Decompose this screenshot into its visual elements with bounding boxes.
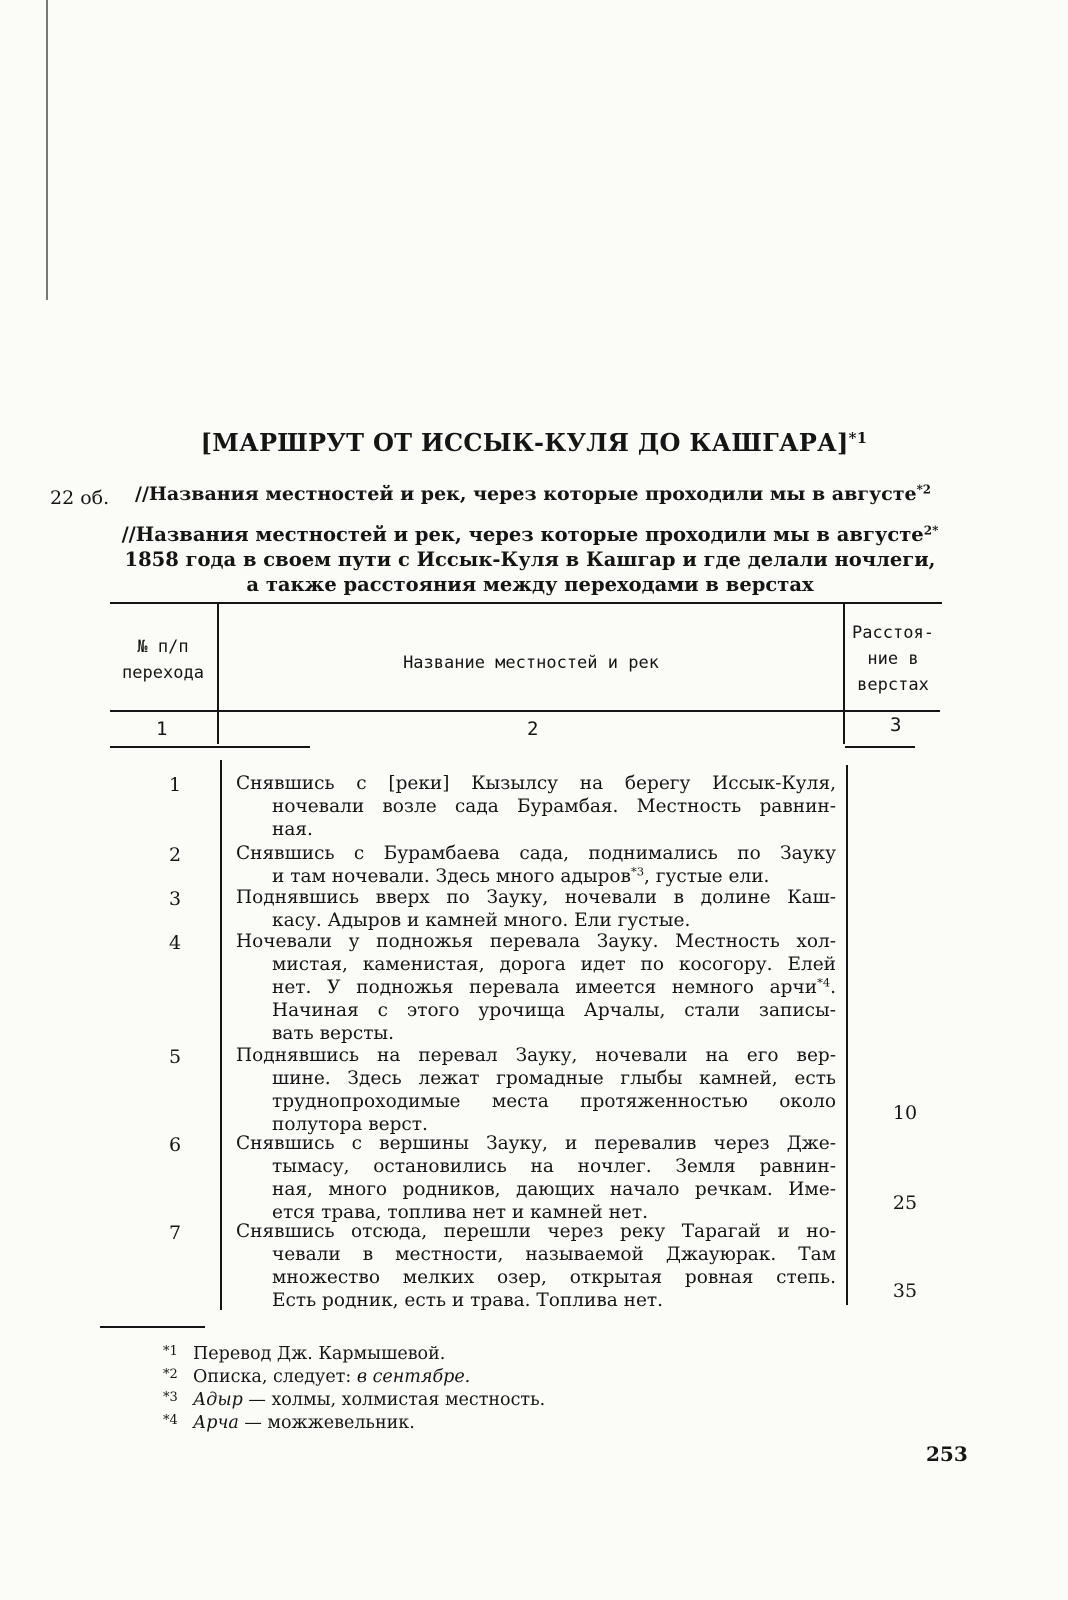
row-description [236, 930, 836, 1045]
row-line: множество мелких озер, открытая ровная степь. [272, 1267, 836, 1288]
row-line: Начиная с этого урочища Арчалы, стали записы- [272, 1000, 836, 1021]
row-description [236, 1132, 836, 1224]
row-line: тымасу, остановились на ночлег. Земля равнин- [272, 1156, 836, 1177]
row-line: Снявшись с Бурамбаева сада, поднимались по Зауку [236, 843, 836, 864]
footnote: *2 Описка, следует: в сентябре. [163, 1367, 471, 1387]
row-number: 4 [168, 932, 182, 954]
row-line: труднопроходимые места протяженностью около [272, 1091, 836, 1112]
table-top-rule [110, 602, 942, 604]
header-col-distance: Расстоя- ние в верстах [852, 623, 934, 695]
footnote: *4 Арча — можжевельник. [163, 1413, 415, 1433]
row-line: нет. У подножья перевала имеется немного арчи$^{*4}$. [272, 975, 836, 998]
row-line: ется трава, топлива нет и камней нет. [272, 1202, 648, 1223]
row-number: 5 [168, 1046, 182, 1068]
row-line: мистая, каменистая, дорога идет по косогору. Елей [272, 954, 836, 975]
row-line: Есть родник, есть и трава. Топлива нет. [272, 1290, 664, 1311]
table-colnum-rule-right [845, 746, 915, 748]
table-col-divider-1 [217, 604, 219, 744]
row-number: 1 [168, 774, 182, 796]
row-line: и там ночевали. Здесь много адыров$^{*3}$, густые ели. [272, 864, 770, 887]
subtitle-second: //Названия местностей и рек, через которые проходили мы в августе$^{2*}$ 1858 года в своем пути с Иссык-Куля в Кашгар и где делали ночлеги, а также расстояния между переходами в верстах [121, 523, 939, 596]
row-description [236, 1044, 836, 1136]
row-line: ная, много родников, дающих начало речкам. Име- [272, 1179, 836, 1200]
page-edge-shadow [46, 0, 48, 300]
row-line: ночевали возле сада Бурамбая. Местность равнин- [272, 796, 836, 817]
row-line: Снявшись отсюда, перешли через реку Тарагай и но- [236, 1221, 836, 1242]
row-description [236, 886, 836, 932]
table-header-rule [110, 710, 940, 712]
page-number: 253 [926, 1442, 968, 1466]
row-line: Снявшись с [реки] Кызылсу на берегу Иссык-Куля, [236, 773, 836, 794]
row-number: 6 [168, 1134, 182, 1156]
table-col-divider-1b [220, 760, 222, 1310]
row-line: Ночевали у подножья перевала Зауку. Местность хол- [236, 931, 836, 952]
row-distance: 10 [892, 1102, 918, 1124]
row-line: Поднявшись на перевал Зауку, ночевали на его вер- [236, 1045, 836, 1066]
row-line: чевали в местности, называемой Джауюрак. Там [272, 1244, 836, 1265]
header-col-name: Название местностей и рек [403, 653, 659, 673]
row-number: 7 [168, 1222, 182, 1244]
row-description [236, 842, 836, 888]
footnote: *1 Перевод Дж. Кармышевой. [163, 1344, 446, 1364]
row-line: Поднявшись вверх по Зауку, ночевали в долине Каш- [236, 887, 836, 908]
row-description [236, 1220, 836, 1312]
row-line: касу. Адыров и камней много. Ели густые. [272, 910, 691, 931]
row-line: полутора верст. [272, 1114, 428, 1135]
row-line: вать версты. [272, 1023, 395, 1044]
row-line: Снявшись с вершины Зауку, и перевалив через Дже- [236, 1133, 836, 1154]
row-distance: 25 [892, 1192, 918, 1214]
header-col-number: № п/п перехода [122, 637, 204, 683]
footnote-rule [100, 1326, 205, 1328]
margin-folio-note: 22 об. [50, 487, 110, 509]
row-line: шине. Здесь лежат громадные глыбы камней, есть [272, 1068, 836, 1089]
column-number-2: 2 [527, 718, 539, 740]
column-number-3: 3 [890, 714, 902, 736]
footnote: *3 Адыр — холмы, холмистая местность. [163, 1390, 546, 1410]
row-number: 3 [168, 888, 182, 910]
table-colnum-rule [110, 746, 310, 748]
row-description [236, 772, 836, 841]
table-col-divider-2b [846, 765, 848, 1305]
row-number: 2 [168, 844, 182, 866]
column-number-1: 1 [156, 718, 168, 740]
subtitle-first: //Названия местностей и рек, через которые проходили мы в августе$^{*2}$ [135, 482, 931, 505]
page-title: [МАРШРУТ ОТ ИССЫК-КУЛЯ ДО КАШГАРА]$^{*1}$ [200, 428, 868, 457]
row-line: ная. [272, 819, 313, 840]
row-distance: 35 [892, 1280, 918, 1302]
